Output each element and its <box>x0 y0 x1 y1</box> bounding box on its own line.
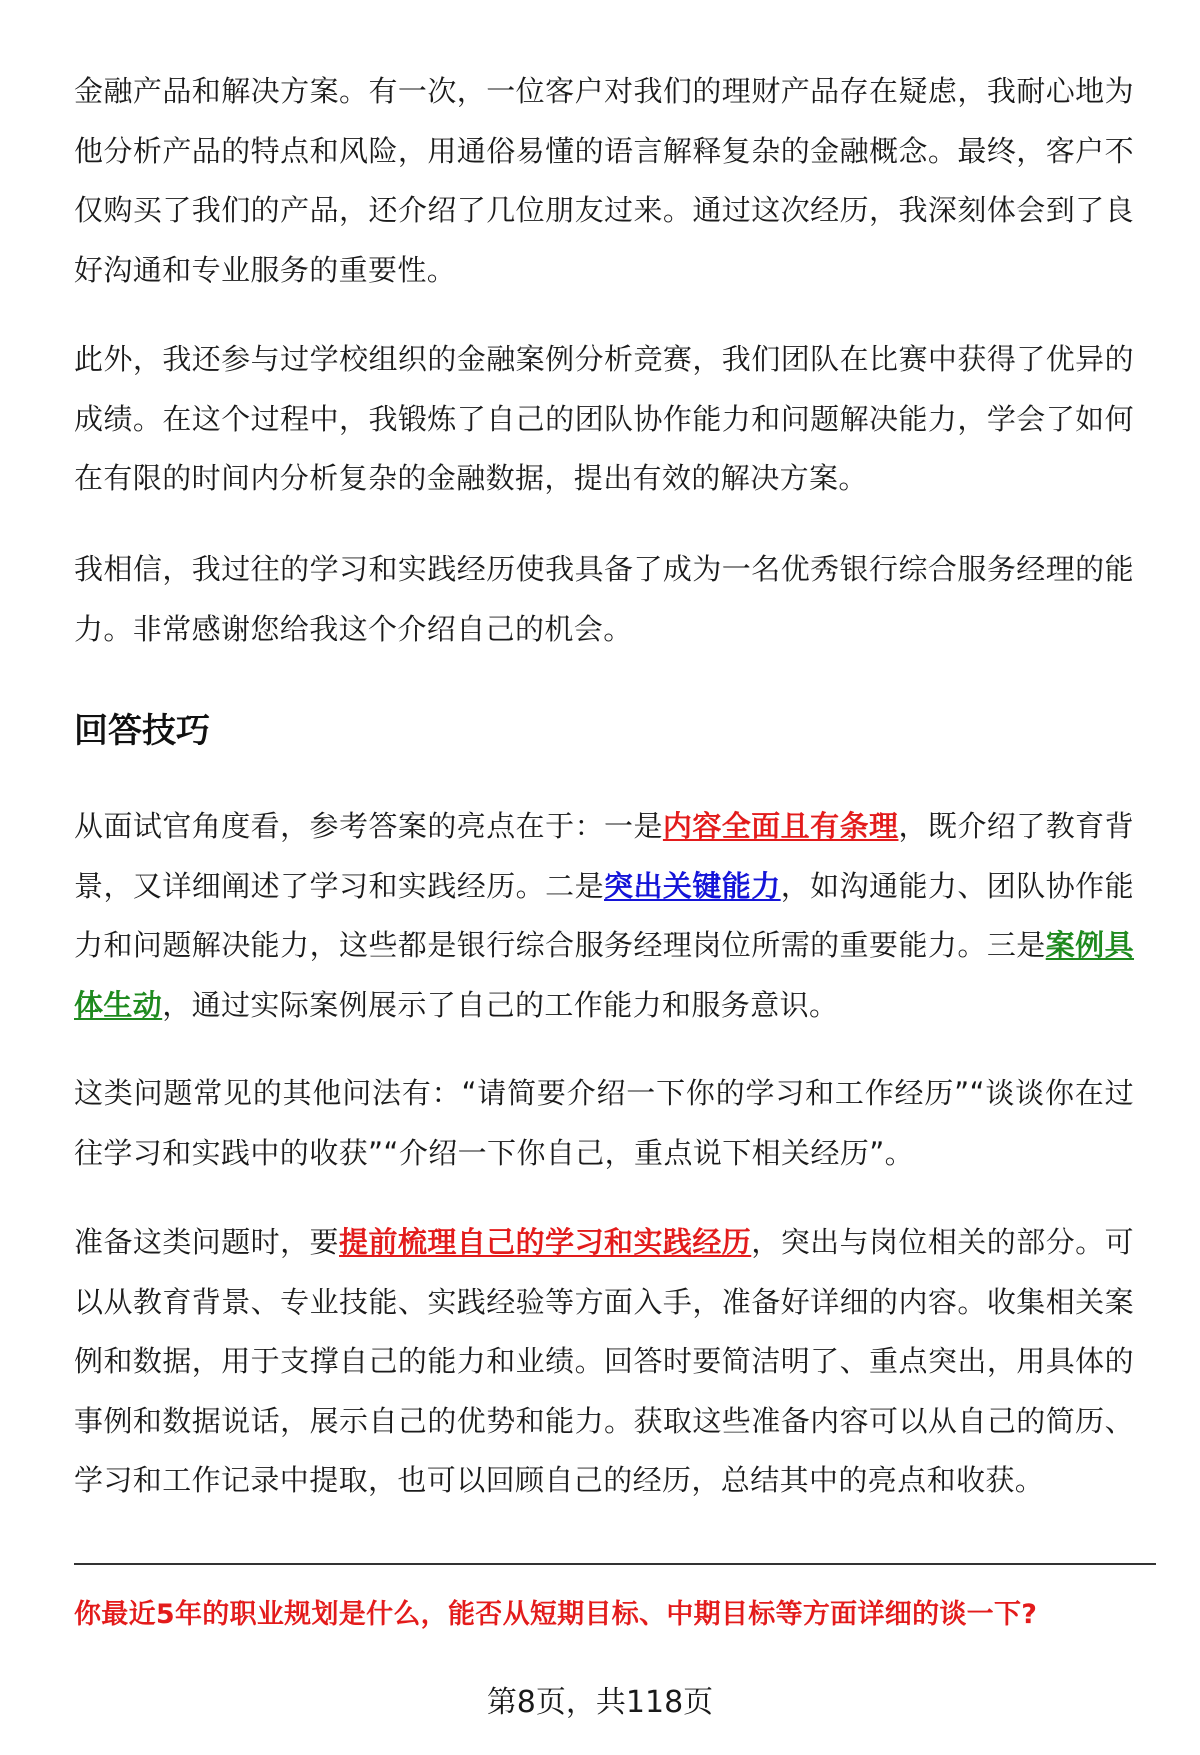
section-divider <box>74 1563 1156 1565</box>
tips-paragraph-2: 这类问题常见的其他问法有：“请简要介绍一下你的学习和工作经历”“谈谈你在过往学习和实践中的收获”“介绍一下你自己，重点说下相关经历”。 <box>74 1076 1134 1170</box>
tips-paragraph-1 <box>74 797 1134 1035</box>
tips-text: 从面试官角度看，参考答案的亮点在于：一是 <box>74 809 663 843</box>
answer-paragraph-1: 金融产品和解决方案。有一次，一位客户对我们的理财产品存在疑虑，我耐心地为他分析产品的特点和风险，用通俗易懂的语言解释复杂的金融概念。最终，客户不仅购买了我们的产品，还介绍了几位朋友过来。通过这次经历，我深刻体会到了良好沟通和专业服务的重要性。 <box>74 74 1134 287</box>
highlight-red: 内容全面且有条理 <box>662 809 899 843</box>
highlight-green: 案例具体生动 <box>74 928 1135 1022</box>
highlight-blue: 突出关键能力 <box>604 868 781 903</box>
highlight-red: 提前梳理自己的学习和实践经历 <box>339 1225 752 1259</box>
answer-paragraph-2: 此外，我还参与过学校组织的金融案例分析竞赛，我们团队在比赛中获得了优异的成绩。在这个过程中，我锻炼了自己的团队协作能力和问题解决能力，学会了如何在有限的时间内分析复杂的金融数据，提出有效的解决方案。 <box>74 342 1134 495</box>
tips-text: 准备这类问题时，要 <box>74 1225 340 1259</box>
answer-paragraph-3: 我相信，我过往的学习和实践经历使我具备了成为一名优秀银行综合服务经理的能力。非常感谢您给我这个介绍自己的机会。 <box>74 552 1134 646</box>
tips-text: ，突出与岗位相关的部分。可以从教育背景、专业技能、实践经验等方面入手，准备好详细的内容。收集相关案例和数据，用于支撑自己的能力和业绩。回答时要简洁明了、重点突出，用具体的事例和数据说话，展示自己的优势和能力。获取这些准备内容可以从自己的简历、学习和工作记录中提取，也可以回顾自己的经历，总结其中的亮点和收获。 <box>74 1225 1134 1497</box>
tips-text: ，既介绍了教育背景，又详细阐述了学习和实践经历。二是 <box>74 809 1134 903</box>
tips-text: ，如沟通能力、团队协作能力和问题解决能力，这些都是银行综合服务经理岗位所需的重要能力。三是 <box>74 868 1134 962</box>
tips-paragraph-3 <box>74 1213 1134 1511</box>
section-heading: 回答技巧 <box>74 711 210 751</box>
page-footer: 第8页，共118页 <box>486 1685 714 1720</box>
tips-text: ，通过实际案例展示了自己的工作能力和服务意识。 <box>162 987 839 1022</box>
next-question: 你最近5年的职业规划是什么，能否从短期目标、中期目标等方面详细的谈一下? <box>74 1599 1038 1630</box>
